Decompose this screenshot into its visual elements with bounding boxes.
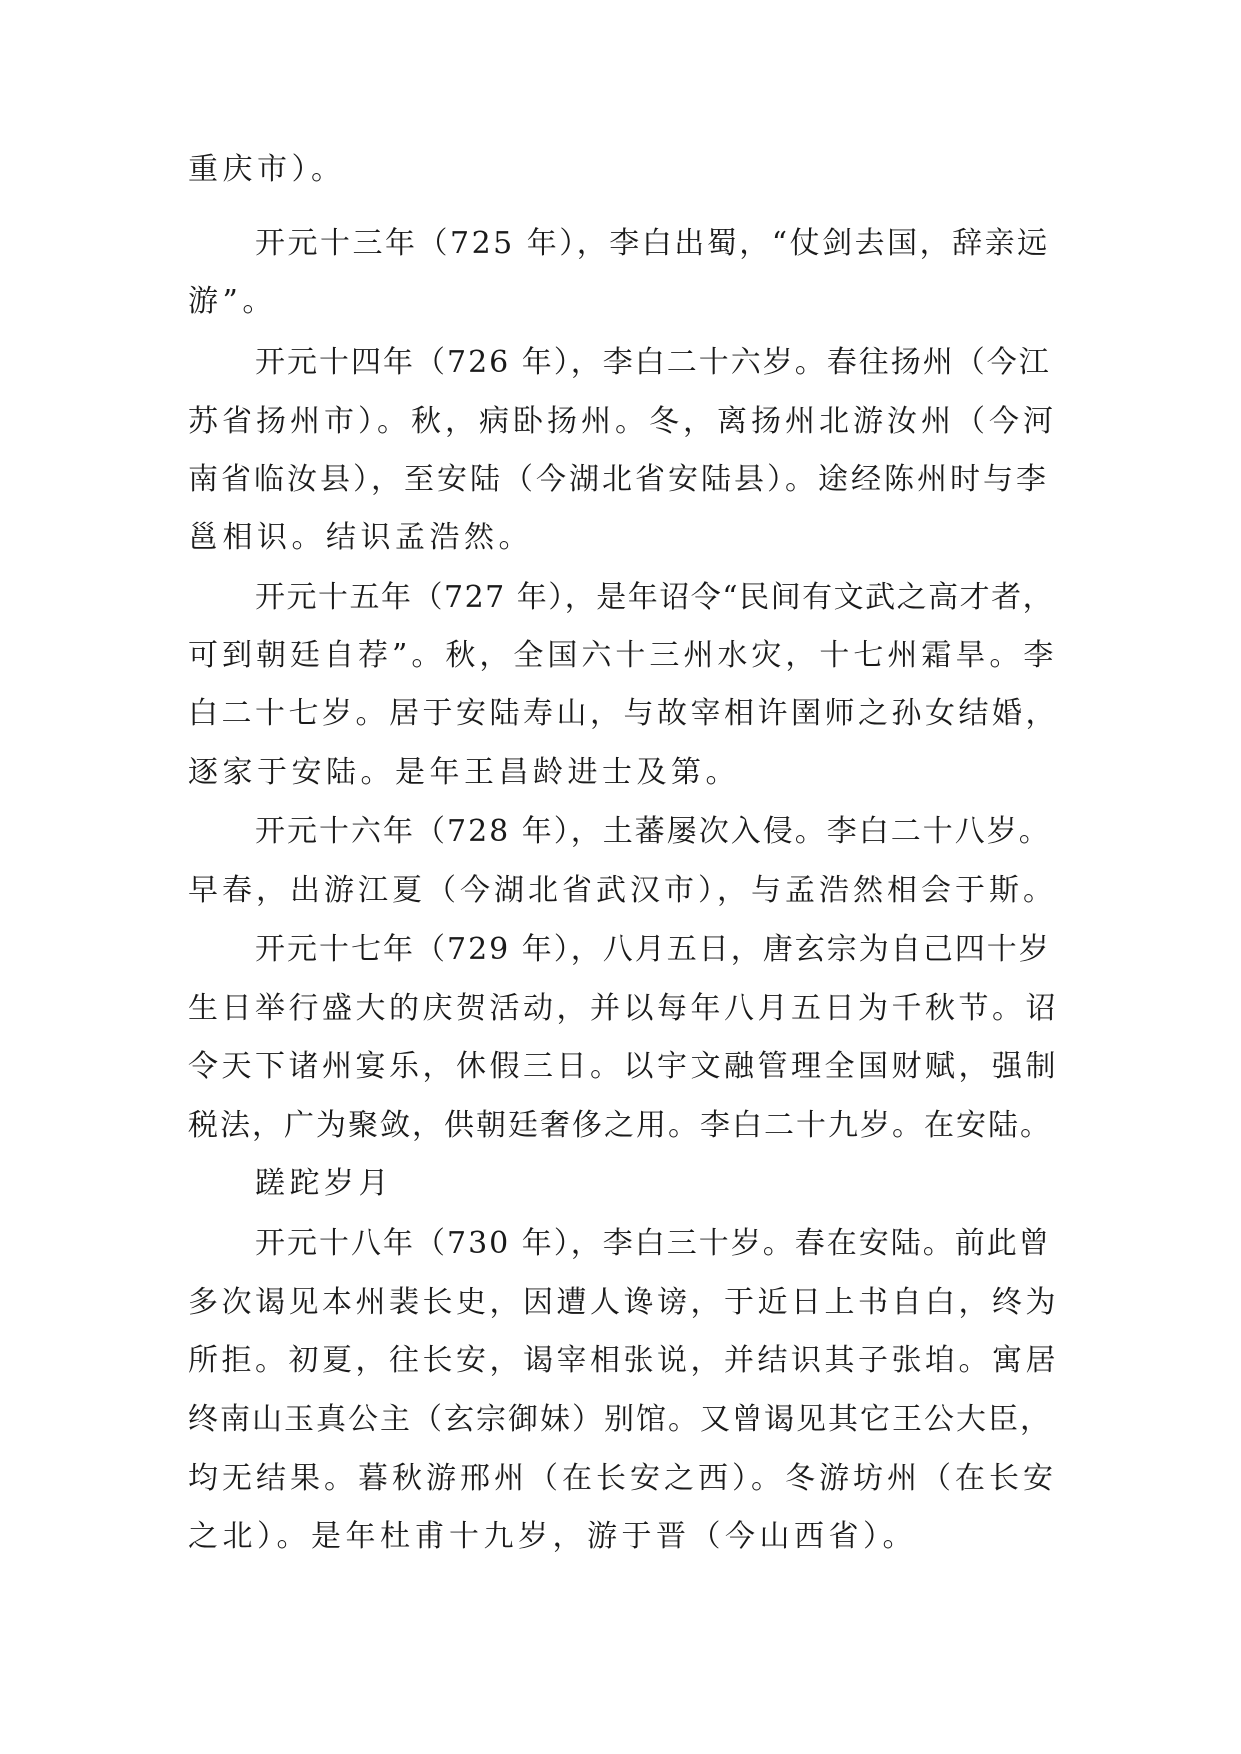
text-line: 令天下诸州宴乐，休假三日。以宇文融管理全国财赋，强制 [188, 1049, 1059, 1084]
text-line: 均无结果。暮秋游邢州（在长安之西）。冬游坊州（在长安 [188, 1461, 1057, 1496]
text-line: 逐家于安陆。是年王昌龄进士及第。 [188, 755, 740, 790]
text-line: 多次谒见本州裴长史，因遭人谗谤，于近日上书自白，终为 [188, 1285, 1059, 1320]
text-line: 白二十七岁。居于安陆寿山，与故宰相许圉师之孙女结婚， [188, 696, 1059, 731]
text-line: 开元十八年（730 年），李白三十岁。春在安陆。前此曾 [255, 1226, 1051, 1261]
text-line: 税法，广为聚敛，供朝廷奢侈之用。李白二十九岁。在安陆。 [188, 1108, 1052, 1143]
text-line: 终南山玉真公主（玄宗御妹）别馆。又曾谒见其它王公大臣， [188, 1402, 1052, 1437]
text-line: 所拒。初夏，往长安，谒宰相张说，并结识其子张垍。寓居 [188, 1343, 1059, 1378]
text-line: 苏省扬州市）。秋，病卧扬州。冬，离扬州北游汝州（今河 [188, 404, 1057, 439]
text-line: 早春，出游江夏（今湖北省武汉市），与孟浩然相会于斯。 [188, 873, 1057, 908]
text-line: 开元十三年（725 年），李白出蜀，“仗剑去国，辞亲远 [255, 226, 1050, 261]
text-line: 之北）。是年杜甫十九岁，游于晋（今山西省）。 [188, 1519, 917, 1554]
text-line: 开元十四年（726 年），李白二十六岁。春往扬州（今江 [255, 345, 1051, 380]
section-heading: 蹉跎岁月 [255, 1166, 393, 1201]
text-line: 游”。 [188, 284, 277, 319]
text-line: 开元十六年（728 年），土蕃屡次入侵。李白二十八岁。 [255, 814, 1051, 849]
text-line: 开元十五年（727 年），是年诏令“民间有文武之高才者， [255, 580, 1055, 615]
text-line: 可到朝廷自荐”。秋，全国六十三州水灾，十七州霜旱。李 [188, 638, 1058, 673]
text-line: 南省临汝县），至安陆（今湖北省安陆县）。途经陈州时与李 [188, 462, 1049, 497]
text-line: 开元十七年（729 年），八月五日，唐玄宗为自己四十岁 [255, 932, 1051, 967]
text-line: 邕相识。结识孟浩然。 [188, 520, 533, 555]
text-line: 重庆市）。 [188, 152, 346, 187]
text-line: 生日举行盛大的庆贺活动，并以每年八月五日为千秋节。诏 [188, 991, 1059, 1026]
